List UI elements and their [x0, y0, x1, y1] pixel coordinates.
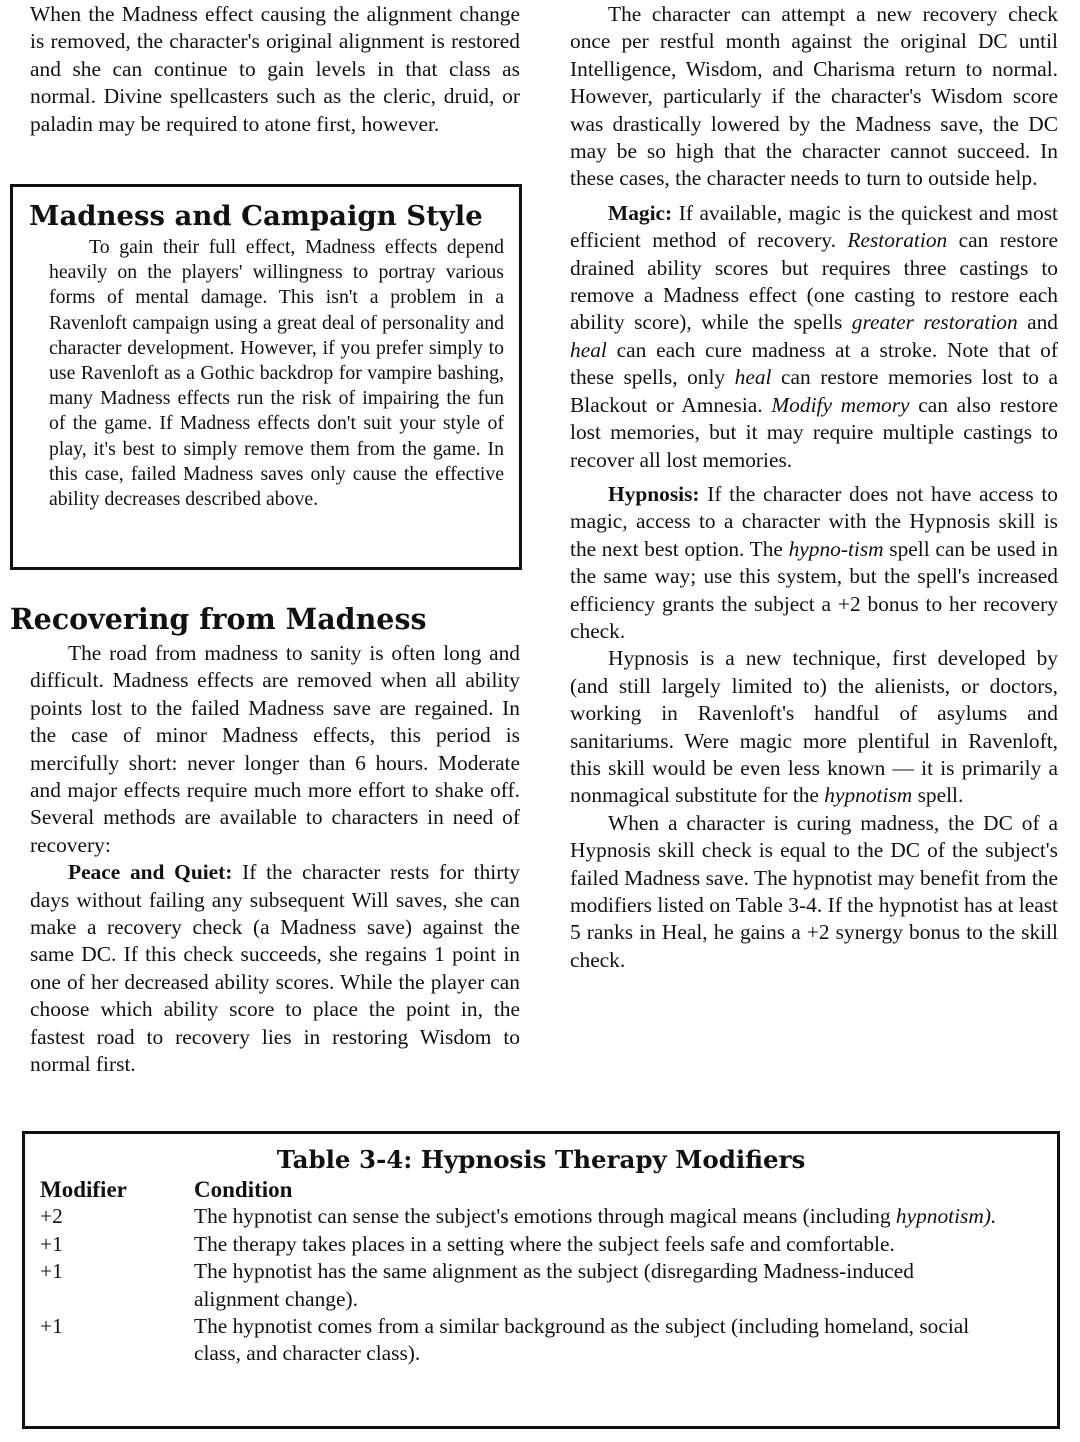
spell-modify-memory: Modify memory: [771, 392, 910, 417]
hypnosis-paragraph: [570, 481, 1058, 645]
condition-text: The hypnotist can sense the subject's emotions through magical means (including: [194, 1204, 891, 1229]
condition-cell: The therapy takes places in a setting where the subject feels safe and comfortable.: [194, 1231, 895, 1256]
spell-heal-2: heal: [734, 365, 772, 390]
magic-paragraph: [570, 200, 1058, 474]
table-row: [40, 1231, 1004, 1258]
intro-paragraph: When the Madness effect causing the alignment change is removed, the character's original alignment is restored and she can continue to gain levels in that class as normal. Divine spellcasters such as the cleric, druid, or paladin may be required to atone first, however.: [30, 2, 520, 136]
sidebar-title: Madness and Campaign Style: [29, 200, 483, 232]
hypnosis-label: Hypnosis:: [608, 481, 700, 506]
magic-text-5: can restore memories lost to a Blackout or Amnesia.: [570, 365, 1058, 417]
magic-text-3: and: [1027, 310, 1058, 335]
magic-text-2: can restore drained ability scores but requires three castings to remove a Madness effect (one casting to restore each ability score), while the spells: [570, 228, 1058, 335]
sidebar-paragraph: To gain their full effect, Madness effects depend heavily on the players' willingness to portray various forms of mental damage. This isn't a problem in a Ravenloft campaign using a great deal of personality and character development. However, if you prefer simply to use Ravenloft as a Gothic backdrop for vampire bashing, many Madness effects run the risk of impairing the fun of the game. If Madness effects don't suit your style of play, it's best to simply remove them from the game. In this case, failed Madness saves only cause the effective ability decreases described above.: [49, 236, 504, 511]
magic-text-4: can each cure madness at a stroke. Note that of these spells, only: [570, 337, 1058, 390]
hypnosis-paragraph-2a: Hypnosis is a new technique, first developed by (and still largely limited to) the alienists, or doctors, working in Ravenloft's handful of asylums and sanitariums. Were magic more plentiful in Ravenloft, this skill would be even less known — it is primarily a nonmagical substitute for the: [570, 646, 1058, 808]
spell-greater-restoration: greater restoration: [851, 310, 1018, 335]
hypnosis-paragraph-2: [570, 645, 1058, 809]
spell-heal: heal: [570, 337, 607, 362]
magic-label: Magic:: [608, 200, 673, 225]
peace-label: Peace and Quiet:: [68, 860, 233, 885]
section-paragraph: The road from madness to sanity is often long and difficult. Madness effects are removed when all ability points lost to the failed Madness save are regained. In the case of minor Madness effects, this period is mercifully short: never longer than 6 hours. Moderate and major effects require much more effort to shake off. Several methods are available to characters in need of recovery:: [30, 641, 520, 857]
table-row: [40, 1203, 1004, 1230]
condition-cell: The hypnotist has the same alignment as the subject (disregarding Madness-induced alignment change).: [194, 1259, 914, 1311]
recovery-paragraph: The character can attempt a new recovery check once per restful month against the original DC until Intelligence, Wisdom, and Charisma return to normal. However, particularly if the character's Wisdom score was drastically lowered by the Madness save, the DC may be so high that the character cannot succeed. In these cases, the character needs to turn to outside help.: [570, 2, 1058, 191]
modifiers-table-box: [22, 1131, 1060, 1429]
column-header-condition: Condition: [194, 1177, 293, 1202]
condition-cell: The hypnotist comes from a similar background as the subject (including homeland, social class, and character class).: [194, 1314, 970, 1366]
right-column: [570, 1, 1058, 974]
sidebar-box: [10, 184, 522, 570]
hypnosis-text-2: spell can be used in the same way; use this system, but the spell's increased efficiency grants the subject a +2 bonus to her recovery check.: [570, 536, 1058, 643]
condition-italic: hypnotism).: [895, 1204, 997, 1229]
spell-hypnotism-2: hypnotism: [824, 783, 913, 808]
magic-text-1: If available, magic is the quickest and most efficient method of recovery.: [570, 200, 1058, 253]
left-column-section: [30, 640, 520, 1079]
modifiers-table: [40, 1176, 1004, 1368]
hypnosis-paragraph-3: When a character is curing madness, the DC of a Hypnosis skill check is equal to the DC of the subject's failed Madness save. The hypnotist may benefit from the modifiers listed on Table 3-4. If the hypnotist has at least 5 ranks in Heal, he gains a +2 synergy bonus to the skill check.: [570, 810, 1058, 972]
modifier-cell: +1: [40, 1259, 63, 1284]
sidebar-body: [49, 235, 504, 512]
spell-hypnotism: hypno-tism: [788, 536, 884, 561]
condition-cell: [194, 1203, 1004, 1230]
modifier-cell: +1: [40, 1314, 63, 1339]
hypnosis-paragraph-2b: spell.: [917, 783, 964, 808]
peace-text: If the character rests for thirty days without failing any subsequent Will saves, she can make a recovery check (a Madness save) against the same DC. If this check succeeds, she regains 1 point in one of her decreased ability scores. While the player can choose which ability score to place the point in, the fastest road to recovery lies in restoring Wisdom to normal first.: [30, 860, 520, 1077]
modifier-cell: +2: [40, 1204, 63, 1229]
modifier-cell: +1: [40, 1231, 63, 1256]
magic-text-6: can also restore lost memories, but it may require multiple castings to recover all lost memories.: [570, 392, 1058, 472]
column-header-modifier: Modifier: [40, 1177, 127, 1202]
peace-paragraph: [30, 859, 520, 1078]
table-header-row: [40, 1176, 1004, 1203]
hypnosis-text-1: If the character does not have access to magic, access to a character with the Hypnosis skill is the next best option. The: [570, 481, 1058, 561]
section-heading: Recovering from Madness: [10, 602, 427, 636]
spell-restoration: Restoration: [847, 228, 948, 253]
table-row: [40, 1258, 1004, 1313]
table-row: [40, 1313, 1004, 1368]
table-title: Table 3-4: Hypnosis Therapy Modifiers: [276, 1145, 806, 1174]
